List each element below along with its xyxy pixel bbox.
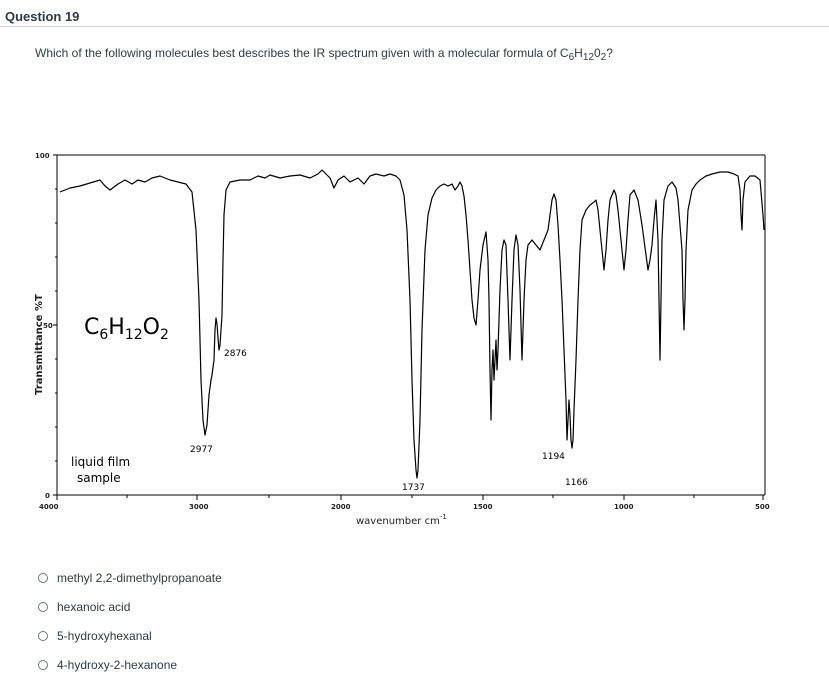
formula-o: O (142, 315, 160, 340)
question-subscript-2: 2 (600, 52, 607, 63)
question-text-main: Which of the following molecules best describes the IR spectrum given with a molecular formula of C (35, 46, 569, 60)
radio-button[interactable] (38, 660, 48, 670)
question-text-o: 0 (593, 46, 601, 60)
formula-label (84, 315, 169, 343)
ir-spectrum-chart (0, 140, 829, 540)
answer-option-3[interactable] (38, 621, 222, 650)
formula-h: H (108, 315, 125, 340)
peak-label-2977: 2977 (190, 445, 213, 455)
answer-option-1[interactable] (38, 563, 222, 592)
x-axis-label-superscript: -1 (439, 513, 447, 521)
formula-c-subscript: 6 (99, 327, 109, 343)
y-tick-label-0: 0 (45, 492, 50, 500)
question-subscript-12: 12 (582, 52, 594, 63)
peak-label-1194: 1194 (542, 452, 565, 462)
answer-option-2[interactable] (38, 592, 222, 621)
x-tick-label-2000: 2000 (331, 503, 351, 511)
answer-label: methyl 2,2-dimethylpropanoate (57, 570, 222, 585)
y-tick-label-100: 100 (35, 152, 50, 160)
formula-o-subscript: 2 (160, 327, 169, 343)
y-tick-label-50: 50 (43, 322, 53, 330)
answer-label: 4-hydroxy-2-hexanone (57, 657, 178, 672)
peak-label-1166: 1166 (565, 478, 588, 488)
x-tick-label-3000: 3000 (189, 503, 209, 511)
question-title: Question 19 (5, 9, 80, 24)
radio-button[interactable] (38, 631, 48, 641)
x-axis-label-text: wavenumber cm (356, 516, 440, 527)
peak-label-1737: 1737 (402, 483, 425, 493)
x-tick-label-500: 500 (755, 503, 770, 511)
radio-button[interactable] (38, 573, 48, 583)
question-text (35, 46, 613, 63)
radio-button[interactable] (38, 602, 48, 612)
formula-c: C (84, 315, 100, 340)
x-axis-label (356, 513, 447, 527)
question-header (0, 0, 829, 27)
question-subscript-6: 6 (568, 52, 575, 63)
question-text-end: ? (606, 46, 613, 60)
sample-label-line1: liquid film (71, 455, 131, 469)
question-text-h: H (574, 46, 583, 60)
x-tick-label-1000: 1000 (614, 503, 634, 511)
answer-options (38, 563, 222, 679)
sample-label-line2: sample (77, 471, 121, 485)
answer-label: 5-hydroxyhexanal (57, 628, 152, 643)
peak-label-2876: 2876 (224, 349, 247, 359)
answer-label: hexanoic acid (57, 599, 131, 614)
y-axis-label: Transmittance %T (34, 294, 45, 395)
x-tick-label-1500: 1500 (473, 503, 493, 511)
answer-option-4[interactable] (38, 650, 222, 679)
x-tick-label-4000: 4000 (39, 503, 59, 511)
spectrum-trace (60, 170, 764, 478)
formula-h-subscript: 12 (124, 327, 143, 343)
